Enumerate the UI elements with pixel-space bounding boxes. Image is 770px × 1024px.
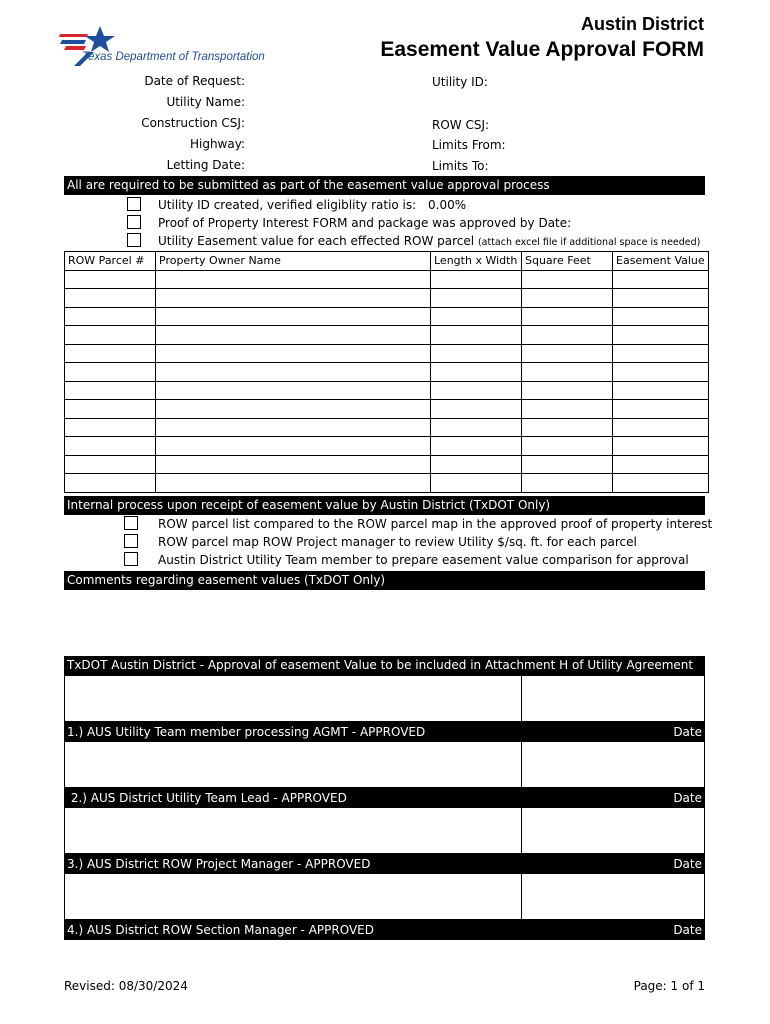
attach-note: (attach excel file if additional space is needed) xyxy=(477,237,701,248)
cell-length-width[interactable] xyxy=(431,326,522,345)
cell-row-parcel[interactable] xyxy=(65,381,156,400)
checkbox-parcel-list[interactable] xyxy=(124,516,138,530)
agency-name: Texas Department of Transportation xyxy=(82,51,265,63)
table-row xyxy=(65,344,709,363)
cell-owner-name[interactable] xyxy=(156,363,431,382)
district-title: Austin District xyxy=(580,14,704,34)
cell-owner-name[interactable] xyxy=(156,474,431,493)
cell-length-width[interactable] xyxy=(431,418,522,437)
cell-row-parcel[interactable] xyxy=(65,344,156,363)
cell-square-feet[interactable] xyxy=(522,455,613,474)
checkbox-parcel-map[interactable] xyxy=(124,534,138,548)
signature-box-3[interactable] xyxy=(64,807,522,854)
section2-item-parcel-map: ROW parcel map ROW Project manager to review Utility $/sq. ft. for each parcel xyxy=(158,535,637,549)
cell-easement-value[interactable] xyxy=(613,455,709,474)
cell-row-parcel[interactable] xyxy=(65,326,156,345)
checkbox-value-comparison[interactable] xyxy=(124,552,138,566)
comments-heading: Comments regarding easement values (TxDOT Only) xyxy=(64,571,705,590)
cell-row-parcel[interactable] xyxy=(65,289,156,308)
table-row xyxy=(65,363,709,382)
table-row xyxy=(65,381,709,400)
checkbox-proof-of-interest[interactable] xyxy=(127,215,141,229)
field-limits-from: Limits From: xyxy=(432,138,506,152)
cell-square-feet[interactable] xyxy=(522,289,613,308)
checkbox-easement-value[interactable] xyxy=(127,233,141,247)
checkbox-utility-id[interactable] xyxy=(127,197,141,211)
cell-square-feet[interactable] xyxy=(522,307,613,326)
cell-square-feet[interactable] xyxy=(522,270,613,289)
field-utility-name: Utility Name: xyxy=(166,95,245,109)
table-row xyxy=(65,437,709,456)
approval-step-2 xyxy=(64,788,705,808)
section2-heading: Internal process upon receipt of easement value by Austin District (TxDOT Only) xyxy=(64,496,705,515)
signature-box-4[interactable] xyxy=(64,873,522,920)
date-box-3[interactable] xyxy=(521,807,705,854)
field-construction-csj: Construction CSJ: xyxy=(141,116,245,130)
cell-easement-value[interactable] xyxy=(613,326,709,345)
date-label: Date xyxy=(673,923,702,937)
col-easement-value: Easement Value xyxy=(613,252,709,271)
field-limits-to: Limits To: xyxy=(432,159,489,173)
cell-length-width[interactable] xyxy=(431,270,522,289)
cell-row-parcel[interactable] xyxy=(65,270,156,289)
table-row xyxy=(65,455,709,474)
signature-box-2[interactable] xyxy=(64,741,522,788)
cell-row-parcel[interactable] xyxy=(65,363,156,382)
cell-row-parcel[interactable] xyxy=(65,455,156,474)
table-row xyxy=(65,474,709,493)
cell-easement-value[interactable] xyxy=(613,270,709,289)
cell-row-parcel[interactable] xyxy=(65,400,156,419)
cell-owner-name[interactable] xyxy=(156,270,431,289)
cell-length-width[interactable] xyxy=(431,344,522,363)
cell-easement-value[interactable] xyxy=(613,307,709,326)
section2-item-comparison: Austin District Utility Team member to prepare easement value comparison for approval xyxy=(158,553,689,567)
cell-length-width[interactable] xyxy=(431,474,522,493)
cell-easement-value[interactable] xyxy=(613,381,709,400)
section1-item-text: Utility ID created, verified eligiblity ratio is: xyxy=(158,198,417,212)
approval-step-label: 3.) AUS District ROW Project Manager - APPROVED xyxy=(67,857,371,871)
cell-square-feet[interactable] xyxy=(522,474,613,493)
cell-length-width[interactable] xyxy=(431,381,522,400)
revised-date: Revised: 08/30/2024 xyxy=(64,979,188,993)
section1-item-utility-id xyxy=(158,198,466,212)
parcel-table-body xyxy=(65,270,709,492)
col-square-feet: Square Feet xyxy=(522,252,613,271)
cell-row-parcel[interactable] xyxy=(65,307,156,326)
table-row xyxy=(65,270,709,289)
cell-easement-value[interactable] xyxy=(613,400,709,419)
field-utility-id: Utility ID: xyxy=(432,75,488,89)
approval-step-label: 2.) AUS District Utility Team Lead - APPROVED xyxy=(67,791,347,805)
cell-square-feet[interactable] xyxy=(522,344,613,363)
cell-square-feet[interactable] xyxy=(522,363,613,382)
cell-owner-name[interactable] xyxy=(156,437,431,456)
section2-item-parcel-list: ROW parcel list compared to the ROW parcel map in the approved proof of property interest xyxy=(158,517,713,531)
table-row xyxy=(65,289,709,308)
cell-owner-name[interactable] xyxy=(156,455,431,474)
field-letting-date: Letting Date: xyxy=(166,158,245,172)
parcel-table xyxy=(64,251,709,493)
approval-step-1 xyxy=(64,722,705,742)
cell-easement-value[interactable] xyxy=(613,363,709,382)
cell-owner-name[interactable] xyxy=(156,326,431,345)
table-row xyxy=(65,307,709,326)
txdot-logo xyxy=(58,24,298,70)
cell-row-parcel[interactable] xyxy=(65,437,156,456)
col-row-parcel: ROW Parcel # xyxy=(65,252,156,271)
field-date-of-request: Date of Request: xyxy=(144,74,245,88)
date-box-1[interactable] xyxy=(521,675,705,722)
field-highway: Highway: xyxy=(189,137,245,151)
section1-item-easement xyxy=(158,234,700,248)
date-label: Date xyxy=(673,857,702,871)
cell-owner-name[interactable] xyxy=(156,344,431,363)
cell-length-width[interactable] xyxy=(431,400,522,419)
approval-step-4 xyxy=(64,920,705,940)
cell-owner-name[interactable] xyxy=(156,289,431,308)
cell-square-feet[interactable] xyxy=(522,418,613,437)
approval-heading: TxDOT Austin District - Approval of easement Value to be included in Attachment H of Utility Agreement xyxy=(64,656,705,675)
cell-owner-name[interactable] xyxy=(156,307,431,326)
section1-heading: All are required to be submitted as part of the easement value approval process xyxy=(64,176,705,195)
approval-step-3 xyxy=(64,854,705,874)
page-number: Page: 1 of 1 xyxy=(633,979,705,993)
date-label: Date xyxy=(673,725,702,739)
form-title: Easement Value Approval FORM xyxy=(380,38,704,61)
cell-length-width[interactable] xyxy=(431,363,522,382)
section1-item-text: Utility Easement value for each effected ROW parcel xyxy=(158,234,475,248)
cell-length-width[interactable] xyxy=(431,455,522,474)
comments-area[interactable] xyxy=(64,590,705,654)
cell-owner-name[interactable] xyxy=(156,418,431,437)
cell-square-feet[interactable] xyxy=(522,437,613,456)
eligibility-ratio-value: 0.00% xyxy=(428,198,467,212)
cell-row-parcel[interactable] xyxy=(65,474,156,493)
date-box-4[interactable] xyxy=(521,873,705,920)
approval-step-label: 1.) AUS Utility Team member processing AGMT - APPROVED xyxy=(67,725,426,739)
field-row-csj: ROW CSJ: xyxy=(432,118,490,132)
col-length-width: Length x Width xyxy=(431,252,522,271)
cell-length-width[interactable] xyxy=(431,437,522,456)
table-row xyxy=(65,418,709,437)
cell-easement-value[interactable] xyxy=(613,437,709,456)
cell-length-width[interactable] xyxy=(431,289,522,308)
signature-box-1[interactable] xyxy=(64,675,522,722)
cell-owner-name[interactable] xyxy=(156,381,431,400)
cell-square-feet[interactable] xyxy=(522,400,613,419)
cell-square-feet[interactable] xyxy=(522,381,613,400)
approval-step-label: 4.) AUS District ROW Section Manager - APPROVED xyxy=(67,923,374,937)
cell-easement-value[interactable] xyxy=(613,418,709,437)
cell-easement-value[interactable] xyxy=(613,474,709,493)
cell-length-width[interactable] xyxy=(431,307,522,326)
cell-easement-value[interactable] xyxy=(613,289,709,308)
table-row xyxy=(65,326,709,345)
table-header-row xyxy=(65,252,709,271)
date-label: Date xyxy=(673,791,702,805)
cell-easement-value[interactable] xyxy=(613,344,709,363)
table-row xyxy=(65,400,709,419)
col-owner-name: Property Owner Name xyxy=(156,252,431,271)
date-box-2[interactable] xyxy=(521,741,705,788)
cell-square-feet[interactable] xyxy=(522,326,613,345)
section1-item-proof: Proof of Property Interest FORM and package was approved by Date: xyxy=(158,216,572,230)
cell-row-parcel[interactable] xyxy=(65,418,156,437)
cell-owner-name[interactable] xyxy=(156,400,431,419)
